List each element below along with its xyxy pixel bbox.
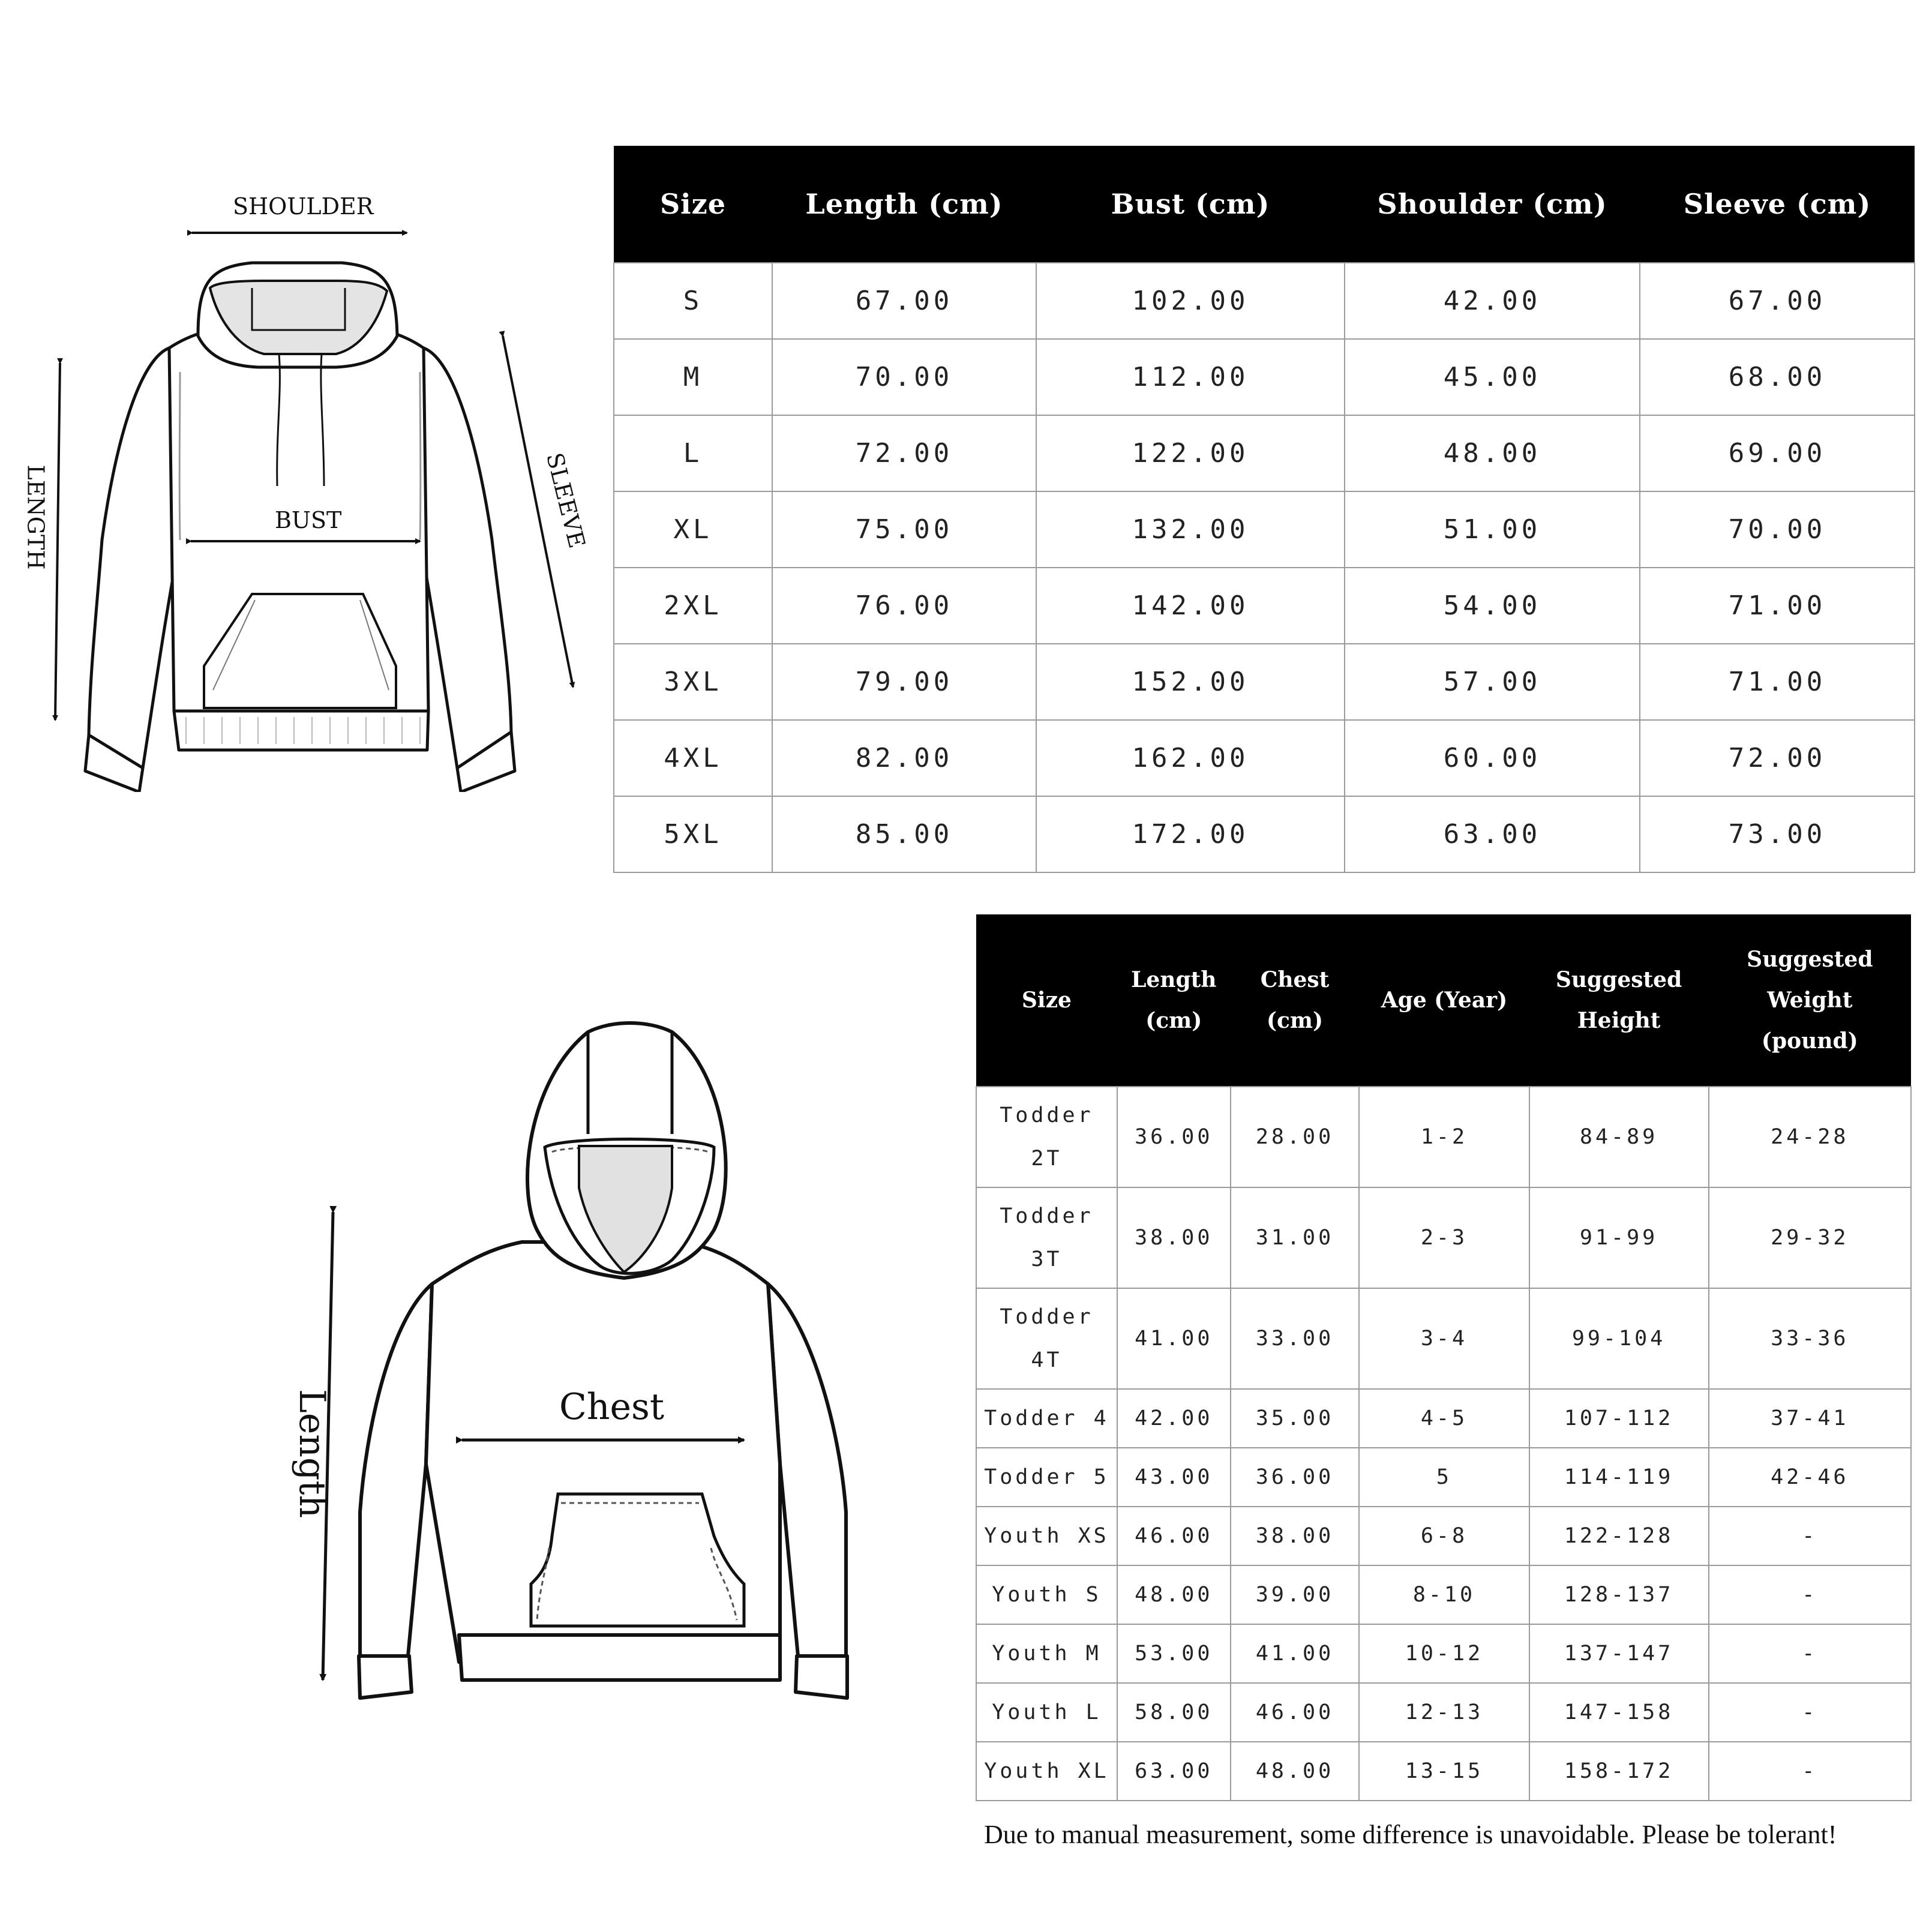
adult-length-arrow bbox=[55, 363, 60, 720]
cell-weight: 33-36 bbox=[1709, 1288, 1911, 1389]
adult-length-label: LENGTH bbox=[22, 464, 49, 570]
kids-header-weight-line2: Weight bbox=[1767, 988, 1853, 1013]
cell-bust: 172.00 bbox=[1036, 796, 1345, 872]
adult-bust-label: BUST bbox=[275, 507, 342, 533]
kids-hoodie-drawing bbox=[252, 1008, 876, 1728]
cell-bust: 112.00 bbox=[1036, 339, 1345, 415]
cell-sleeve: 71.00 bbox=[1640, 568, 1915, 644]
adult-hoodie-diagram bbox=[0, 0, 600, 792]
cell-size: M bbox=[614, 339, 772, 415]
cell-length: 63.00 bbox=[1117, 1742, 1231, 1801]
kids-header-height-line1: Suggested bbox=[1555, 967, 1682, 992]
cell-size bbox=[976, 1389, 1117, 1448]
cell-length: 36.00 bbox=[1117, 1087, 1231, 1187]
cell-sleeve: 70.00 bbox=[1640, 491, 1915, 568]
kids-header-weight bbox=[1709, 914, 1911, 1087]
cell-bust: 152.00 bbox=[1036, 644, 1345, 720]
cell-height: 107-112 bbox=[1529, 1389, 1709, 1448]
cell-length: 85.00 bbox=[772, 796, 1036, 872]
cell-size bbox=[976, 1624, 1117, 1683]
cell-age: 2-3 bbox=[1359, 1187, 1529, 1288]
cell-size bbox=[976, 1087, 1117, 1187]
cell-size: 4XL bbox=[614, 720, 772, 796]
cell-shoulder: 57.00 bbox=[1345, 644, 1640, 720]
kids-header-age bbox=[1359, 914, 1529, 1087]
kids-header-size-text: Size bbox=[1021, 988, 1072, 1013]
cell-age: 4-5 bbox=[1359, 1389, 1529, 1448]
cell-length: 82.00 bbox=[772, 720, 1036, 796]
table-row bbox=[976, 1742, 1911, 1801]
table-row bbox=[614, 720, 1915, 796]
cell-size-line2: 3T bbox=[1031, 1247, 1063, 1271]
table-row bbox=[614, 415, 1915, 491]
table-row bbox=[976, 1565, 1911, 1624]
table-row bbox=[614, 339, 1915, 415]
kids-header-chest bbox=[1231, 914, 1360, 1087]
kids-header-length-line2: (cm) bbox=[1145, 1008, 1202, 1033]
cell-weight: 24-28 bbox=[1709, 1087, 1911, 1187]
kids-header-age-text: Age (Year) bbox=[1381, 988, 1508, 1013]
kids-header-length bbox=[1117, 914, 1231, 1087]
cell-size bbox=[976, 1683, 1117, 1742]
cell-length: 46.00 bbox=[1117, 1507, 1231, 1565]
cell-size-line1: Youth S bbox=[992, 1583, 1102, 1607]
cell-size bbox=[976, 1565, 1117, 1624]
table-row bbox=[976, 1288, 1911, 1389]
cell-sleeve: 68.00 bbox=[1640, 339, 1915, 415]
cell-length: 48.00 bbox=[1117, 1565, 1231, 1624]
cell-age: 12-13 bbox=[1359, 1683, 1529, 1742]
cell-height: 84-89 bbox=[1529, 1087, 1709, 1187]
cell-height: 91-99 bbox=[1529, 1187, 1709, 1288]
cell-sleeve: 69.00 bbox=[1640, 415, 1915, 491]
cell-bust: 162.00 bbox=[1036, 720, 1345, 796]
cell-height: 158-172 bbox=[1529, 1742, 1709, 1801]
cell-bust: 142.00 bbox=[1036, 568, 1345, 644]
cell-size-line1: Youth M bbox=[992, 1642, 1102, 1666]
cell-age: 10-12 bbox=[1359, 1624, 1529, 1683]
adult-hoodie-drawing bbox=[0, 0, 600, 792]
cell-age: 13-15 bbox=[1359, 1742, 1529, 1801]
cell-chest: 48.00 bbox=[1231, 1742, 1360, 1801]
kids-header-chest-line1: Chest bbox=[1260, 967, 1330, 992]
cell-size-line1: Todder bbox=[1000, 1204, 1094, 1228]
kids-chest-label: Chest bbox=[559, 1386, 664, 1428]
cell-age: 1-2 bbox=[1359, 1087, 1529, 1187]
cell-length: 53.00 bbox=[1117, 1624, 1231, 1683]
cell-shoulder: 51.00 bbox=[1345, 491, 1640, 568]
cell-length: 42.00 bbox=[1117, 1389, 1231, 1448]
table-row bbox=[976, 1187, 1911, 1288]
table-row bbox=[976, 1624, 1911, 1683]
cell-length: 38.00 bbox=[1117, 1187, 1231, 1288]
cell-bust: 122.00 bbox=[1036, 415, 1345, 491]
cell-shoulder: 54.00 bbox=[1345, 568, 1640, 644]
cell-chest: 36.00 bbox=[1231, 1448, 1360, 1507]
table-row bbox=[976, 1389, 1911, 1448]
cell-weight: 42-46 bbox=[1709, 1448, 1911, 1507]
table-row bbox=[976, 1448, 1911, 1507]
cell-height: 147-158 bbox=[1529, 1683, 1709, 1742]
cell-weight: 37-41 bbox=[1709, 1389, 1911, 1448]
kids-header-weight-line3: (pound) bbox=[1761, 1028, 1858, 1054]
table-row bbox=[614, 568, 1915, 644]
adult-sleeve-label: SLEEVE bbox=[541, 450, 590, 551]
cell-length: 43.00 bbox=[1117, 1448, 1231, 1507]
table-row bbox=[614, 796, 1915, 872]
cell-shoulder: 42.00 bbox=[1345, 263, 1640, 339]
table-row bbox=[614, 491, 1915, 568]
cell-bust: 102.00 bbox=[1036, 263, 1345, 339]
cell-chest: 46.00 bbox=[1231, 1683, 1360, 1742]
cell-size-line1: Todder 4 bbox=[984, 1406, 1109, 1430]
cell-height: 137-147 bbox=[1529, 1624, 1709, 1683]
table-row bbox=[976, 1683, 1911, 1742]
adult-size-table bbox=[613, 146, 1915, 873]
cell-weight: - bbox=[1709, 1507, 1911, 1565]
kids-size-table bbox=[976, 914, 1912, 1801]
cell-chest: 41.00 bbox=[1231, 1624, 1360, 1683]
cell-sleeve: 73.00 bbox=[1640, 796, 1915, 872]
cell-chest: 33.00 bbox=[1231, 1288, 1360, 1389]
cell-height: 114-119 bbox=[1529, 1448, 1709, 1507]
cell-age: 5 bbox=[1359, 1448, 1529, 1507]
cell-weight: - bbox=[1709, 1565, 1911, 1624]
kids-header-length-line1: Length bbox=[1131, 967, 1217, 992]
adult-header-shoulder: Shoulder (cm) bbox=[1345, 146, 1640, 263]
kids-header-weight-line1: Suggested bbox=[1747, 947, 1873, 972]
cell-size: 2XL bbox=[614, 568, 772, 644]
kids-header-height bbox=[1529, 914, 1709, 1087]
cell-size: S bbox=[614, 263, 772, 339]
cell-size-line2: 2T bbox=[1031, 1147, 1063, 1171]
cell-size: XL bbox=[614, 491, 772, 568]
cell-weight: - bbox=[1709, 1683, 1911, 1742]
cell-sleeve: 71.00 bbox=[1640, 644, 1915, 720]
cell-length: 76.00 bbox=[772, 568, 1036, 644]
cell-shoulder: 48.00 bbox=[1345, 415, 1640, 491]
adult-shoulder-label: SHOULDER bbox=[233, 193, 374, 220]
cell-shoulder: 45.00 bbox=[1345, 339, 1640, 415]
cell-size-line2: 4T bbox=[1031, 1348, 1063, 1372]
cell-age: 8-10 bbox=[1359, 1565, 1529, 1624]
adult-header-size: Size bbox=[614, 146, 772, 263]
kids-table-header-row bbox=[976, 914, 1911, 1087]
cell-height: 99-104 bbox=[1529, 1288, 1709, 1389]
table-row bbox=[976, 1087, 1911, 1187]
cell-chest: 28.00 bbox=[1231, 1087, 1360, 1187]
cell-weight: - bbox=[1709, 1624, 1911, 1683]
cell-size-line1: Youth L bbox=[992, 1700, 1102, 1724]
cell-shoulder: 63.00 bbox=[1345, 796, 1640, 872]
kids-hoodie-diagram bbox=[252, 1008, 876, 1728]
cell-sleeve: 67.00 bbox=[1640, 263, 1915, 339]
measurement-disclaimer: Due to manual measurement, some difference is unavoidable. Please be tolerant! bbox=[984, 1820, 1837, 1849]
cell-size: 3XL bbox=[614, 644, 772, 720]
cell-size-line1: Todder bbox=[1000, 1305, 1094, 1329]
cell-length: 75.00 bbox=[772, 491, 1036, 568]
cell-size bbox=[976, 1742, 1117, 1801]
cell-length: 41.00 bbox=[1117, 1288, 1231, 1389]
kids-length-label: Length bbox=[291, 1389, 333, 1519]
cell-size-line1: Todder bbox=[1000, 1103, 1094, 1127]
cell-chest: 39.00 bbox=[1231, 1565, 1360, 1624]
cell-chest: 35.00 bbox=[1231, 1389, 1360, 1448]
adult-header-bust: Bust (cm) bbox=[1036, 146, 1345, 263]
cell-weight: 29-32 bbox=[1709, 1187, 1911, 1288]
table-row bbox=[614, 263, 1915, 339]
cell-chest: 38.00 bbox=[1231, 1507, 1360, 1565]
cell-weight: - bbox=[1709, 1742, 1911, 1801]
cell-size-line1: Youth XS bbox=[984, 1524, 1109, 1548]
cell-size: 5XL bbox=[614, 796, 772, 872]
kids-header-height-line2: Height bbox=[1577, 1008, 1661, 1033]
cell-length: 58.00 bbox=[1117, 1683, 1231, 1742]
cell-age: 6-8 bbox=[1359, 1507, 1529, 1565]
cell-size: L bbox=[614, 415, 772, 491]
cell-size-line1: Youth XL bbox=[984, 1759, 1109, 1783]
cell-size-line1: Todder 5 bbox=[984, 1465, 1109, 1489]
kids-header-size bbox=[976, 914, 1117, 1087]
cell-size bbox=[976, 1507, 1117, 1565]
cell-height: 128-137 bbox=[1529, 1565, 1709, 1624]
table-row bbox=[976, 1507, 1911, 1565]
cell-size bbox=[976, 1187, 1117, 1288]
cell-length: 72.00 bbox=[772, 415, 1036, 491]
cell-shoulder: 60.00 bbox=[1345, 720, 1640, 796]
cell-chest: 31.00 bbox=[1231, 1187, 1360, 1288]
kids-header-chest-line2: (cm) bbox=[1266, 1008, 1324, 1033]
cell-size bbox=[976, 1448, 1117, 1507]
cell-sleeve: 72.00 bbox=[1640, 720, 1915, 796]
cell-height: 122-128 bbox=[1529, 1507, 1709, 1565]
table-row bbox=[614, 644, 1915, 720]
adult-header-length: Length (cm) bbox=[772, 146, 1036, 263]
cell-bust: 132.00 bbox=[1036, 491, 1345, 568]
cell-size bbox=[976, 1288, 1117, 1389]
adult-table-header-row bbox=[614, 146, 1915, 263]
cell-length: 70.00 bbox=[772, 339, 1036, 415]
cell-age: 3-4 bbox=[1359, 1288, 1529, 1389]
cell-length: 79.00 bbox=[772, 644, 1036, 720]
cell-length: 67.00 bbox=[772, 263, 1036, 339]
adult-header-sleeve: Sleeve (cm) bbox=[1640, 146, 1915, 263]
